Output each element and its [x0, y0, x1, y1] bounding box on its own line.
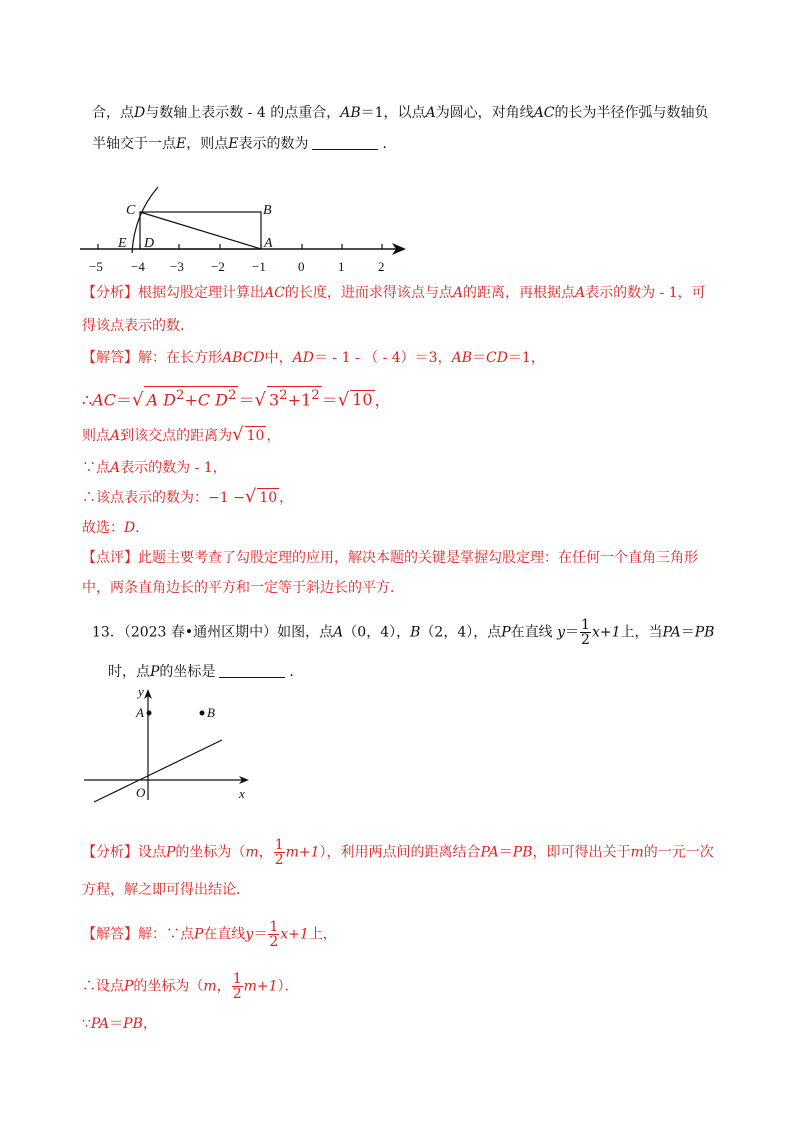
label-y: y: [138, 685, 144, 699]
label-B: B: [263, 203, 272, 218]
q12-comment-line2: 中，两条直角边长的平方和一定等于斜边长的平方．: [82, 580, 404, 596]
q13-analysis: 【分析】设点P的坐标为（m， $\frac{1}{2}$ m+1），利用两点间的距离结合PA＝PB，即可得出关于m的一元一次: [82, 837, 714, 868]
tick-label: −2: [211, 259, 225, 274]
q12-analysis: 【分析】根据勾股定理计算出AC的长度，进而求得该点与点A的距离，再根据点A表示的数为 - 1，可: [82, 285, 706, 301]
coordinate-figure: [84, 685, 264, 805]
label-A: A: [136, 705, 144, 720]
tick-label: −3: [170, 259, 184, 274]
q12-choose: 故选：D．: [82, 520, 150, 536]
q12-distance: 则点A到该交点的距离为√ 10 ，: [82, 424, 281, 445]
answer-blank: [312, 135, 378, 150]
q13-set-point: ∴设点P的坐标为（m， $\frac{1}{2}$ m+1）．: [82, 971, 299, 1002]
q12-ac-formula: ∴AC＝√ A $D^2+C$ $D^2$ ＝√ $3^2+1^2$ ＝√ 10 ，: [82, 388, 391, 411]
label-D: D: [144, 236, 155, 251]
q13-stem: 13．（2023 春•通州区期中）如图，点A（0，4），B（2，4），点P在直线 y＝ $\frac{1}{2}$ x+1上，当PA＝PB: [92, 617, 715, 648]
q12-text-line2: 半轴交于一点E，则点E表示的数为 ．: [92, 136, 397, 152]
tick-label: 0: [298, 259, 305, 274]
label-C: C: [126, 203, 136, 218]
number-line-figure: [76, 185, 416, 275]
label-A: A: [264, 236, 273, 251]
tick-label: −4: [131, 259, 145, 274]
q12-solution: 【解答】解：在长方形ABCD中，AD＝ - 1 - （ - 4）＝3，AB＝CD＝1，: [82, 350, 545, 366]
q13-solution: 【解答】解：∵点P在直线y＝ $\frac{1}{2}$ x+1上，: [82, 919, 337, 950]
label-O: O: [136, 785, 146, 800]
q12-result: ∴该点表示的数为：−1 −√ 10 ，: [82, 486, 294, 507]
label-E: E: [118, 236, 127, 251]
point-A: [147, 711, 152, 716]
tick-label: 2: [378, 259, 385, 274]
q12-because: ∵点A表示的数为 - 1，: [82, 460, 227, 476]
q12-comment: 【点评】此题主要考查了勾股定理的应用，解决本题的关键是掌握勾股定理：在任何一个直角三角形: [82, 550, 698, 566]
tick-label: 1: [338, 259, 345, 274]
q13-analysis-line2: 方程，解之即可得出结论．: [82, 882, 250, 898]
tick-label: −1: [252, 259, 266, 274]
answer-blank: [219, 663, 285, 678]
tick-label: −5: [89, 259, 103, 274]
label-x: x: [239, 786, 245, 801]
q12-text-line1: 合，点D与数轴上表示数 - 4 的点重合，AB＝1，以点A为圆心，对角线AC的长为半径作弧与数轴负: [92, 105, 709, 121]
label-B: B: [207, 705, 215, 720]
q13-stem-line2: 时，点P的坐标是 ．: [108, 664, 304, 680]
point-B: [200, 711, 205, 716]
q12-analysis-line2: 得该点表示的数．: [82, 318, 194, 334]
q13-because: ∵PA＝PB，: [82, 1016, 157, 1032]
